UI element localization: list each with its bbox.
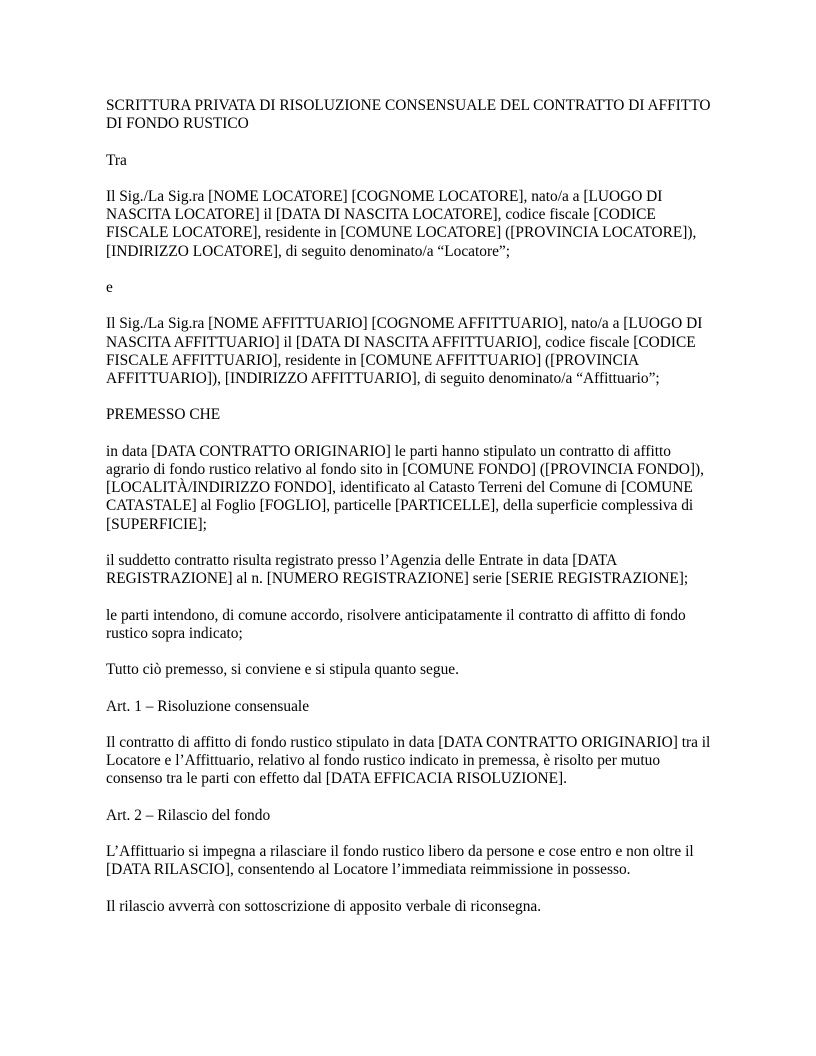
between-label: Tra (106, 151, 127, 169)
premise-paragraph-3: le parti intendono, di comune accordo, risolvere anticipatamente il contratto di affitto di fondo rustico sopra indicato; (106, 606, 686, 642)
article-2-body-2: Il rilascio avverrà con sottoscrizione di apposito verbale di riconsegna. (106, 897, 542, 915)
agreement-intro: Tutto ciò premesso, si conviene e si stipula quanto segue. (106, 661, 459, 679)
premise-paragraph-1: in data [DATA CONTRATTO ORIGINARIO] le parti hanno stipulato un contratto di affitto agrario di fondo rustico relativo al fondo sito in [COMUNE FONDO] ([PROVINCIA FONDO]), [LOCALITÀ/INDIRIZZO FONDO], identificato al Catasto Terreni del Comune di [COMUNE CATASTALE] al Foglio [FOGLIO], particelle [PARTICELLE], della superficie complessiva di [SUPERFICIE]; (106, 442, 705, 533)
article-2-heading: Art. 2 – Rilascio del fondo (106, 806, 271, 824)
premise-heading: PREMESSO CHE (106, 406, 221, 424)
document-page (106, 97, 712, 934)
premise-paragraph-2: il suddetto contratto risulta registrato presso l’Agenzia delle Entrate in data [DATA REGISTRAZIONE] al n. [NUMERO REGISTRAZIONE] serie [SERIE REGISTRAZIONE]; (106, 551, 689, 588)
article-1-body: Il contratto di affitto di fondo rustico stipulato in data [DATA CONTRATTO ORIGINARIO] tra il Locatore e l’Affittuario, relativo al fondo rustico indicato in premessa, è risolto per mutuo consenso tra le parti con effetto dal [DATA EFFICACIA RISOLUZIONE]. (106, 733, 711, 788)
article-2-body-1: L’Affittuario si impegna a rilasciare il fondo rustico libero da persone e cose entro e non oltre il [DATA RILASCIO], consentendo al Locatore l’immediata reimmissione in possesso. (106, 843, 694, 879)
article-1-heading: Art. 1 – Risoluzione consensuale (106, 697, 310, 715)
document-title: SCRITTURA PRIVATA DI RISOLUZIONE CONSENSUALE DEL CONTRATTO DI AFFITTO DI FONDO RUSTICO (106, 97, 711, 133)
tenant-paragraph: Il Sig./La Sig.ra [NOME AFFITTUARIO] [COGNOME AFFITTUARIO], nato/a a [LUOGO DI NASCITA AFFITTUARIO] il [DATA DI NASCITA AFFITTUARIO], codice fiscale [CODICE FISCALE AFFITTUARIO], residente in [COMUNE AFFITTUARIO] ([PROVINCIA AFFITTUARIO]), [INDIRIZZO AFFITTUARIO], di seguito denominato/a “Affittuario”; (106, 315, 703, 387)
lessor-paragraph: Il Sig./La Sig.ra [NOME LOCATORE] [COGNOME LOCATORE], nato/a a [LUOGO DI NASCITA LOCATORE] il [DATA DI NASCITA LOCATORE], codice fiscale [CODICE FISCALE LOCATORE], residente in [COMUNE LOCATORE] ([PROVINCIA LOCATORE]), [INDIRIZZO LOCATORE], di seguito denominato/a “Locatore”; (106, 187, 697, 260)
and-label: e (106, 278, 113, 296)
